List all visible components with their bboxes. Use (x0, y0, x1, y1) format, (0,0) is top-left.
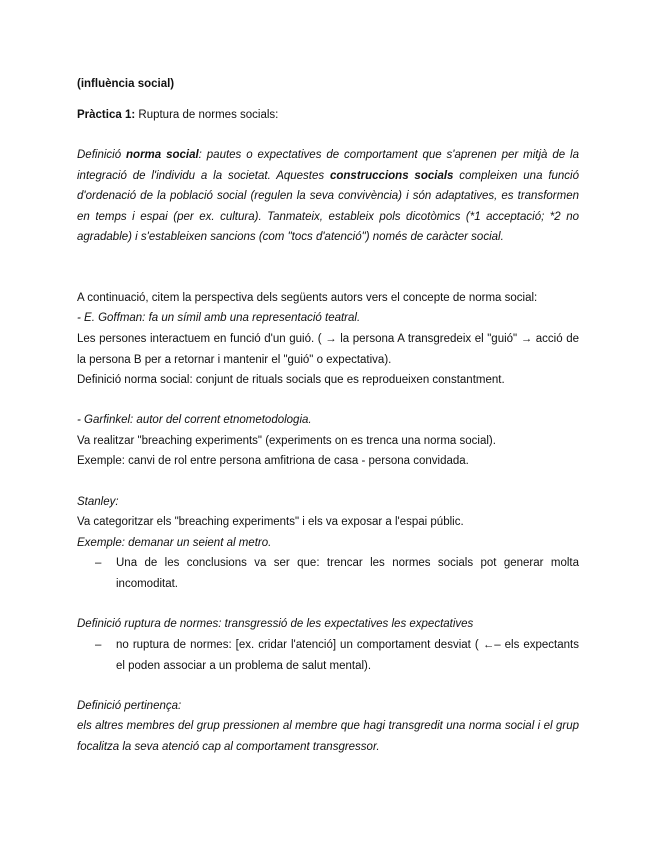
definicio-term-norma-social: norma social (126, 149, 199, 161)
stanley-line-2: Va categoritzar els "breaching experiments" i els va exposar a l'espai públic. (77, 516, 464, 528)
pertinenca-line-1: Definició pertinença: (77, 700, 182, 712)
stanley-line-1: Stanley: (77, 496, 119, 508)
definicio-term-construccions: construccions socials (329, 169, 454, 182)
stanley-bullet-text: Una de les conclusions va ser que: trencar les normes socials pot generar molta incomoditat. (116, 557, 579, 590)
goffman-line-3: Definició norma social: conjunt de rituals socials que es reprodueixen constantment. (77, 374, 505, 386)
practica-text: Ruptura de normes socials: (135, 109, 279, 121)
definicio-part-e: compleixen una funció d'ordenació de la població social (regulen la seva convivència) i són adaptatives, es transformen en temps i espai (per ex. cultura). Tanmateix, estableix pols dicotòmics (*1 acceptació; *2 no agradable) i s'estableixen sancions (com "tocs d'atenció") només de caràcter social. (77, 169, 580, 243)
definicio-part-a: Definició (77, 149, 127, 161)
garfinkel-line-2: Va realitzar "breaching experiments" (experiments on es trenca una norma social). (77, 435, 496, 447)
garfinkel-line-3: Exemple: canvi de rol entre persona amfitriona de casa - persona convidada. (77, 455, 469, 467)
goffman-line-2: Les persones interactuem en funció d'un guió. ( → la persona A transgredeix el "guió" → acció de la persona B per a retornar i mantenir el "guió" o expectativa). (77, 333, 579, 366)
ruptura-bullet-mark: – (95, 639, 102, 651)
definicio-norma-social (77, 145, 579, 248)
stanley-bullet-mark: – (95, 557, 102, 569)
practica-title (77, 105, 579, 126)
goffman-line-1: - E. Goffman: fa un símil amb una representació teatral. (77, 312, 361, 324)
garfinkel-line-1: - Garfinkel: autor del corrent etnometodologia. (77, 414, 312, 426)
ruptura-bullet-text: no ruptura de normes: [ex. cridar l'atenció] un comportament desviat ( ←– els expectants el poden associar a un problema de salut mental). (116, 639, 579, 672)
practica-label: Pràctica 1: (77, 109, 136, 121)
stanley-line-3: Exemple: demanar un seient al metro. (77, 537, 272, 549)
continuacio-intro: A continuació, citem la perspectiva dels següents autors vers el concepte de norma social: (77, 292, 538, 304)
ruptura-line-1: Definició ruptura de normes: transgressió de les expectatives les expectatives (77, 618, 474, 630)
document-heading: (influència social) (77, 78, 175, 90)
pertinenca-line-2: els altres membres del grup pressionen al membre que hagi transgredit una norma social i el grup focalitza la seva atenció cap al comportament transgressor. (77, 720, 579, 753)
definicio-part-c: : pautes o expectatives de comportament que s'aprenen per mitjà de la integració de l'individu a la societat. Aquestes (77, 149, 579, 182)
